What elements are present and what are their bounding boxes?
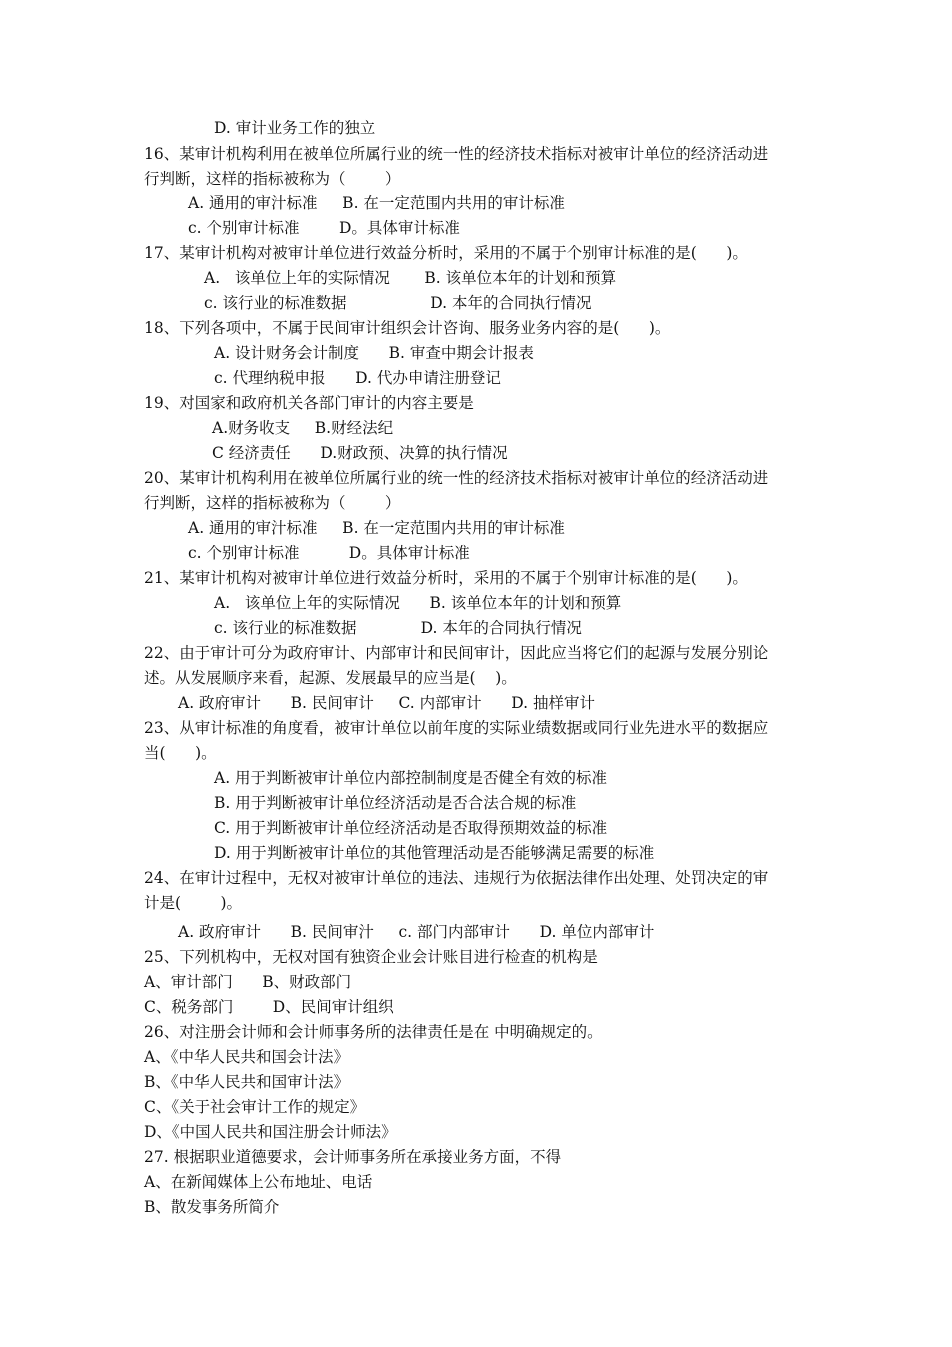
question-line: 23、从审计标准的角度看，被审计单位以前年度的实际业绩数据或同行业先进水平的数据应 bbox=[144, 719, 769, 737]
option-line: c. 个别审计标准 D。具体审计标准 bbox=[188, 219, 460, 237]
question-line: 27. 根据职业道德要求，会计师事务所在承接业务方面，不得 bbox=[144, 1148, 562, 1166]
option-line: c. 个别审计标准 D。具体审计标准 bbox=[188, 544, 470, 562]
option-line: A.财务收支 B.财经法纪 bbox=[212, 419, 394, 437]
question-line: 20、某审计机构利用在被单位所属行业的统一性的经济技术指标对被审计单位的经济活动进 bbox=[144, 469, 769, 487]
option-line: A. 通用的审汁标准 B. 在一定范围内共用的审计标准 bbox=[188, 194, 565, 212]
option-line: D、《中国人民共和国注册会计师法》 bbox=[144, 1123, 397, 1141]
option-line: C、税务部门 D、民间审计组织 bbox=[144, 998, 394, 1016]
option-line: A. 通用的审汁标准 B. 在一定范围内共用的审计标准 bbox=[188, 519, 565, 537]
option-line: C、《关于社会审计工作的规定》 bbox=[144, 1098, 366, 1116]
option-line: B. 用于判断被审计单位经济活动是否合法合规的标准 bbox=[214, 794, 577, 812]
option-line: A. 政府审计 B. 民间审计 C. 内部审计 D. 抽样审计 bbox=[178, 694, 595, 712]
option-line: A、审计部门 B、财政部门 bbox=[144, 973, 352, 991]
question-line: 17、某审计机构对被审计单位进行效益分析时，采用的不属于个别审计标准的是( )。 bbox=[144, 244, 748, 262]
option-line: c. 该行业的标准数据 D. 本年的合同执行情况 bbox=[214, 619, 582, 637]
option-line: C 经济责任 D.财政预、决算的执行情况 bbox=[212, 444, 508, 462]
option-line: C. 用于判断被审计单位经济活动是否取得预期效益的标准 bbox=[214, 819, 608, 837]
option-line: A、在新闻媒体上公布地址、电话 bbox=[144, 1173, 373, 1191]
question-line: 16、某审计机构利用在被单位所属行业的统一性的经济技术指标对被审计单位的经济活动进 bbox=[144, 145, 769, 163]
question-line: 18、下列各项中，不属于民间审计组织会计咨询、服务业务内容的是( )。 bbox=[144, 319, 671, 337]
text-line: 行判断，这样的指标被称为（ ） bbox=[144, 494, 401, 512]
option-line: A. 该单位上年的实际情况 B. 该单位本年的计划和预算 bbox=[204, 269, 617, 287]
question-line: 21、某审计机构对被审计单位进行效益分析时，采用的不属于个别审计标准的是( )。 bbox=[144, 569, 748, 587]
option-line: D. 用于判断被审计单位的其他管理活动是否能够满足需要的标准 bbox=[214, 844, 655, 862]
question-line: 22、由于审计可分为政府审计、内部审计和民间审计，因此应当将它们的起源与发展分别论 bbox=[144, 644, 769, 662]
option-line: A. 设计财务会计制度 B. 审查中期会计报表 bbox=[214, 344, 534, 362]
option-line: A. 该单位上年的实际情况 B. 该单位本年的计划和预算 bbox=[214, 594, 622, 612]
option-line: A. 用于判断被审计单位内部控制制度是否健全有效的标准 bbox=[214, 769, 608, 787]
option-line: c. 代理纳税申报 D. 代办申请注册登记 bbox=[214, 369, 501, 387]
question-line: 26、对注册会计师和会计师事务所的法律责任是在 中明确规定的。 bbox=[144, 1023, 603, 1041]
question-line: 24、在审计过程中，无权对被审计单位的违法、违规行为依据法律作出处理、处罚决定的审 bbox=[144, 869, 769, 887]
option-line: B、散发事务所简介 bbox=[144, 1198, 280, 1216]
text-line: 当( )。 bbox=[144, 744, 217, 762]
option-line: B、《中华人民共和国审计法》 bbox=[144, 1073, 350, 1091]
text-line: 计是( )。 bbox=[144, 894, 243, 912]
text-line: 述。从发展顺序来看，起源、发展最早的应当是( )。 bbox=[144, 669, 517, 687]
text-line: 行判断，这样的指标被称为（ ） bbox=[144, 170, 401, 188]
option-line: A、《中华人民共和国会计法》 bbox=[144, 1048, 349, 1066]
question-line: 19、对国家和政府机关各部门审计的内容主要是 bbox=[144, 394, 474, 412]
text-line: D. 审计业务工作的独立 bbox=[214, 119, 376, 137]
option-line: A. 政府审计 B. 民间审汁 c. 部门内部审计 D. 单位内部审计 bbox=[178, 923, 655, 941]
question-line: 25、下列机构中，无权对国有独资企业会计账目进行检查的机构是 bbox=[144, 948, 598, 966]
option-line: c. 该行业的标准数据 D. 本年的合同执行情况 bbox=[204, 294, 592, 312]
